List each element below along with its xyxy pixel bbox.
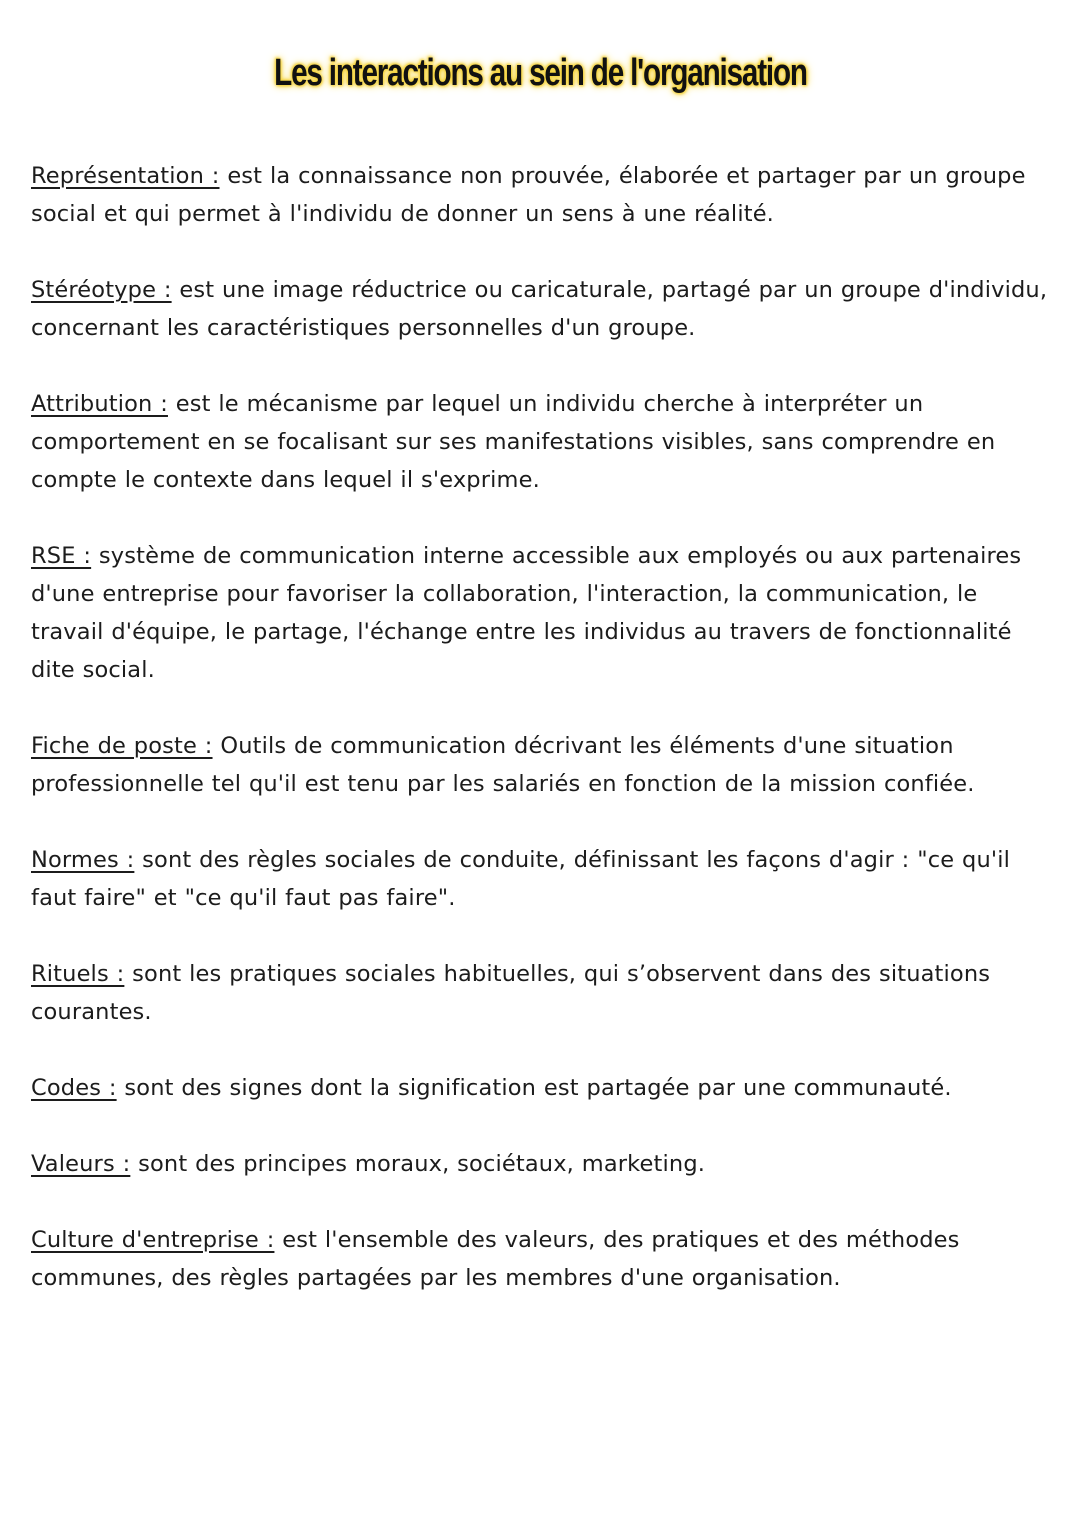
- definition-representation: [31, 157, 1056, 233]
- page-title: [0, 52, 1080, 95]
- definition-text: système de communication interne accessible aux employés ou aux partenaires d'une entreprise pour favoriser la collaboration, l'interaction, la communication, le travail d'équipe, le partage, l'échange entre les individus au travers de fonctionnalité dite social.: [31, 543, 1022, 683]
- definition-rse: [31, 537, 1056, 689]
- definition-term: Valeurs :: [31, 1151, 131, 1177]
- definition-normes: [31, 841, 1056, 917]
- definition-term: RSE :: [31, 543, 92, 569]
- page-title-text: Les interactions au sein de l'organisation: [273, 52, 807, 94]
- definition-term: Culture d'entreprise :: [31, 1227, 275, 1253]
- definition-text: sont des signes dont la signification est partagée par une communauté.: [116, 1075, 952, 1101]
- definitions-list: [31, 157, 1056, 1335]
- definition-term: Codes :: [31, 1075, 117, 1101]
- definition-fiche-de-poste: [31, 727, 1056, 803]
- definition-rituels: [31, 955, 1056, 1031]
- definition-codes: [31, 1069, 1056, 1107]
- definition-text: est l'ensemble des valeurs, des pratiques et des méthodes communes, des règles partagées par les membres d'une organisation.: [31, 1227, 960, 1291]
- definition-term: Stéréotype :: [31, 277, 172, 303]
- definition-text: sont les pratiques sociales habituelles, qui s’observent dans des situations courantes.: [31, 961, 991, 1025]
- definition-term: Rituels :: [31, 961, 125, 987]
- definition-text: sont des principes moraux, sociétaux, marketing.: [130, 1151, 706, 1177]
- definition-culture-d-entreprise: [31, 1221, 1056, 1297]
- definition-text: est le mécanisme par lequel un individu cherche à interpréter un comportement en se focalisant sur ses manifestations visibles, sans comprendre en compte le contexte dans lequel il s'exprime.: [31, 391, 996, 493]
- definition-text: est la connaissance non prouvée, élaborée et partager par un groupe social et qui permet à l'individu de donner un sens à une réalité.: [31, 163, 1026, 227]
- definition-text: Outils de communication décrivant les éléments d'une situation professionnelle tel qu'il est tenu par les salariés en fonction de la mission confiée.: [31, 733, 975, 797]
- definition-stereotype: [31, 271, 1056, 347]
- definition-text: est une image réductrice ou caricaturale, partagé par un groupe d'individu, concernant les caractéristiques personnelles d'un groupe.: [31, 277, 1048, 341]
- definition-term: Fiche de poste :: [31, 733, 213, 759]
- definition-term: Attribution :: [31, 391, 168, 417]
- definition-term: Normes :: [31, 847, 135, 873]
- definition-term: Représentation :: [31, 163, 220, 189]
- definition-valeurs: [31, 1145, 1056, 1183]
- definition-text: sont des règles sociales de conduite, définissant les façons d'agir : "ce qu'il faut faire" et "ce qu'il faut pas faire".: [31, 847, 1010, 911]
- definition-attribution: [31, 385, 1056, 499]
